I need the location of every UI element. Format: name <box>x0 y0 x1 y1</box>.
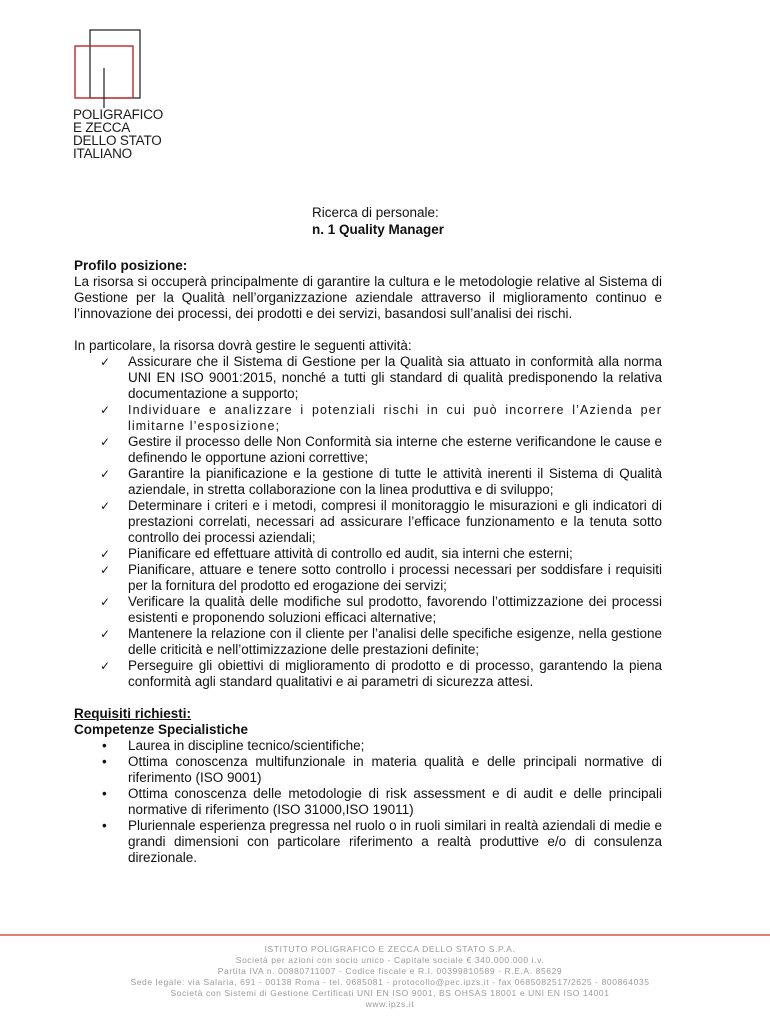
logo-wordmark <box>73 108 163 160</box>
requirement-text: Pluriennale esperienza pregressa nel ruolo o in ruoli similari in realtà aziendali di medie e grandi dimensioni con particolare riferimento a realtà produttive e/o di consulenza direzionale. <box>128 818 662 865</box>
bullet-icon: • <box>102 786 107 801</box>
list-item <box>74 466 662 498</box>
checkmark-icon: ✓ <box>100 563 111 577</box>
activity-text: Determinare i criteri e i metodi, compresi il monitoraggio le misurazioni e gli indicatori di prestazioni correlati, necessari ad assicurare l’efficace funzionamento e la tenuta sotto controllo dei processi aziendali; <box>128 498 662 545</box>
company-logo <box>72 28 182 178</box>
list-item <box>74 434 662 466</box>
footer-line: Sede legale: via Salaria, 691 - 00138 Roma - tel. 0685081 - protocollo@pec.ipzs.it - fax 0685082517/2625 - 800864035 <box>130 977 650 987</box>
requirement-text: Ottima conoscenza multifunzionale in materia qualità e delle principali normative di riferimento (ISO 9001) <box>128 754 662 785</box>
list-item <box>74 786 662 818</box>
logo-line: ITALIANO <box>73 146 132 161</box>
profile-text: La risorsa si occuperà principalmente di garantire la cultura e le metodologie relative al Sistema di Gestione per la Qualità nell’organizzazione aziendale attraverso il miglioramento continuo e l’innovazione dei processi, dei prodotti e dei servizi, basandosi sull’analisi dei rischi. <box>74 274 662 321</box>
checkmark-icon: ✓ <box>100 355 111 369</box>
logo-line: DELLO STATO <box>73 133 162 148</box>
requirement-text: Ottima conoscenza delle metodologie di risk assessment e di audit e delle principali normative di riferimento (ISO 31000,ISO 19011) <box>128 786 662 817</box>
checkmark-icon: ✓ <box>100 627 111 641</box>
checkmark-icon: ✓ <box>100 659 111 673</box>
checkmark-icon: ✓ <box>100 435 111 449</box>
footer-line: Società per azioni con socio unico - Capitale sociale € 340.000.000 i.v. <box>235 955 545 965</box>
list-item <box>74 354 662 402</box>
document-header <box>312 204 444 238</box>
bullet-icon: • <box>102 754 107 769</box>
document-title: Ricerca di personale: <box>312 205 439 220</box>
list-item <box>74 754 662 786</box>
requirements-subheading: Competenze Specialistiche <box>74 722 249 737</box>
profile-heading: Profilo posizione: <box>74 258 188 273</box>
list-item <box>74 546 662 562</box>
bullet-icon: • <box>102 738 107 753</box>
list-item <box>74 626 662 658</box>
requirement-text: Laurea in discipline tecnico/scientifiche; <box>128 738 365 753</box>
logo-line: E ZECCA <box>73 120 131 135</box>
requirements-heading: Requisiti richiesti: <box>74 706 192 721</box>
activity-text: Verificare la qualità delle modifiche sul prodotto, favorendo l’ottimizzazione dei processi esistenti e proponendo soluzioni efficaci alternative; <box>128 594 662 625</box>
checkmark-icon: ✓ <box>100 467 111 481</box>
footer-line: www.ipzs.it <box>365 999 415 1009</box>
list-item <box>74 402 662 434</box>
list-item <box>74 738 662 754</box>
page-footer <box>120 944 660 1010</box>
activities-intro: In particolare, la risorsa dovrà gestire le seguenti attività: <box>74 338 412 353</box>
list-item <box>74 594 662 626</box>
list-item <box>74 658 662 690</box>
document-body <box>74 258 662 866</box>
list-item <box>74 818 662 866</box>
activities-list <box>74 354 662 690</box>
footer-divider <box>0 934 770 936</box>
footer-line: Società con Sistemi di Gestione Certificati UNI EN ISO 9001, BS OHSAS 18001 e UNI EN ISO 14001 <box>170 988 610 998</box>
activity-text: Gestire il processo delle Non Conformità sia interne che esterne verificandone le cause e definendo le opportune azioni correttive; <box>128 434 662 465</box>
checkmark-icon: ✓ <box>100 595 111 609</box>
list-item <box>74 498 662 546</box>
requirements-list <box>74 738 662 866</box>
checkmark-icon: ✓ <box>100 547 111 561</box>
checkmark-icon: ✓ <box>100 499 111 513</box>
activity-text: Assicurare che il Sistema di Gestione per la Qualità sia attuato in conformità alla norma UNI EN ISO 9001:2015, nonché a tutti gli standard di qualità predisponendo la relativa documentazione a supporto; <box>128 354 662 401</box>
activity-text: Individuare e analizzare i potenziali rischi in cui può incorrere l’Azienda per limitarne l’esposizione; <box>128 403 662 433</box>
activity-text: Mantenere la relazione con il cliente per l’analisi delle specifiche esigenze, nella gestione delle criticità e nell’ottimizzazione delle prestazioni definite; <box>128 626 662 657</box>
bullet-icon: • <box>102 818 107 833</box>
activity-text: Pianificare, attuare e tenere sotto controllo i processi necessari per soddisfare i requisiti per la fornitura del prodotto ed erogazione dei servizi; <box>128 562 662 593</box>
activity-text: Garantire la pianificazione e la gestione di tutte le attività inerenti il Sistema di Qualità aziendale, in stretta collaborazione con la linea produttiva e di sviluppo; <box>128 466 662 497</box>
activity-text: Perseguire gli obiettivi di miglioramento di prodotto e di processo, garantendo la piena conformità agli standard qualitativi e ai parametri di sicurezza attesi. <box>128 658 662 689</box>
list-item <box>74 562 662 594</box>
footer-line: ISTITUTO POLIGRAFICO E ZECCA DELLO STATO S.P.A. <box>264 944 516 954</box>
logo-line: POLIGRAFICO <box>73 107 164 122</box>
footer-line: Partita IVA n. 00880711007 - Codice fiscale e R.I. 00399810589 - R.E.A. 85629 <box>217 966 563 976</box>
activity-text: Pianificare ed effettuare attività di controllo ed audit, sia interni che esterni; <box>128 546 573 561</box>
checkmark-icon: ✓ <box>100 403 111 417</box>
position-title: n. 1 Quality Manager <box>312 222 445 237</box>
logo-mark-icon <box>72 28 182 108</box>
